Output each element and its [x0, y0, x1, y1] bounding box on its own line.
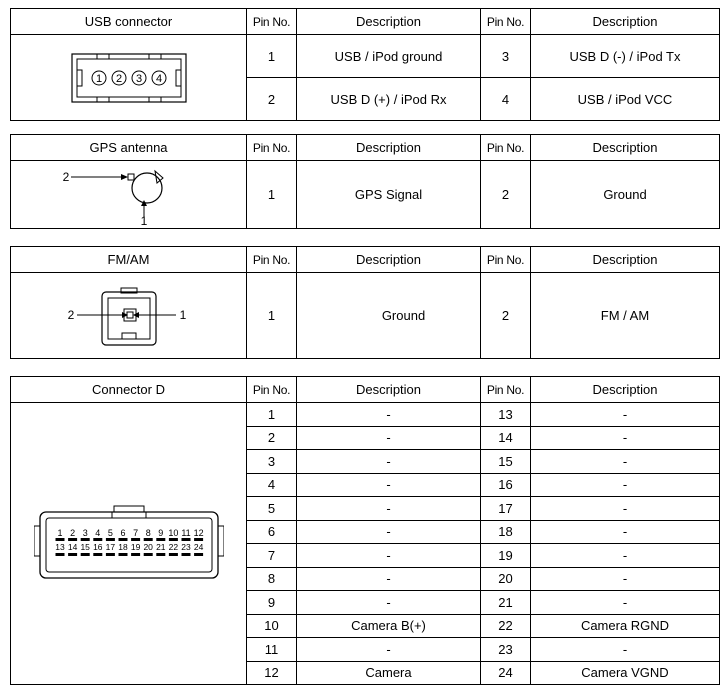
description-header: Description: [531, 9, 720, 35]
usb-pin-label: 1: [95, 72, 102, 85]
gps-callout-1: 1: [140, 213, 148, 228]
description-header: Description: [531, 247, 720, 273]
pin-description: -: [297, 473, 481, 497]
connector-d-pin-marker: [118, 538, 127, 541]
pin-number: 20: [481, 567, 531, 591]
pin-description: Camera: [297, 661, 481, 685]
connector-d-diagram: [34, 502, 224, 586]
pin-description: USB / iPod ground: [297, 35, 481, 78]
pin-number: 1: [247, 161, 297, 229]
connector-d-pin-label: 21: [155, 541, 166, 552]
pin-number: 9: [247, 591, 297, 615]
connector-d-pin-label: 13: [54, 541, 65, 552]
connector-d-pin-marker: [55, 538, 64, 541]
pin-number: 1: [247, 403, 297, 427]
pin-number: 1: [247, 273, 297, 359]
gps-antenna-header: GPS antenna: [11, 135, 247, 161]
usb-pin-label: 3: [135, 72, 142, 85]
connector-d-pin-marker: [181, 553, 190, 556]
connector-d-pin-marker: [55, 553, 64, 556]
pin-description: -: [297, 520, 481, 544]
pin-number: 18: [481, 520, 531, 544]
connector-d-pin-label: 22: [168, 541, 178, 552]
connector-d-pin-label: 14: [67, 541, 77, 552]
pin-number: 5: [247, 497, 297, 521]
description-header: Description: [297, 9, 481, 35]
pin-description: -: [531, 567, 720, 591]
pin-number: 3: [247, 450, 297, 474]
connector-d-pin-marker: [118, 553, 127, 556]
connector-d-pin-marker: [143, 553, 152, 556]
pin-description: USB / iPod VCC: [531, 78, 720, 121]
connector-d-pin-marker: [93, 538, 102, 541]
pin-description: -: [297, 638, 481, 662]
description-header: Description: [531, 135, 720, 161]
pin-number: 24: [481, 661, 531, 685]
usb-connector-diagram-cell: [11, 35, 247, 121]
fm-am-callout-2: 2: [67, 307, 75, 322]
pin-number: 2: [481, 273, 531, 359]
connector-d-pin-label: 8: [145, 527, 151, 538]
pin-description: GPS Signal: [297, 161, 481, 229]
pin-description: -: [297, 426, 481, 450]
connector-d-pin-label: 17: [105, 541, 115, 552]
gps-callout-2: 2: [62, 169, 70, 184]
pin-number: 1: [247, 35, 297, 78]
gps-antenna-diagram: [11, 162, 247, 228]
pin-number: 2: [481, 161, 531, 229]
pin-description: -: [531, 591, 720, 615]
connector-d-pin-marker: [80, 553, 89, 556]
connector-d-pin-label: 6: [119, 527, 126, 538]
connector-d-pin-label: 12: [193, 527, 204, 538]
pin-description: -: [531, 473, 720, 497]
connector-d-pin-label: 24: [193, 541, 203, 552]
pin-number: 2: [247, 78, 297, 121]
pin-number: 15: [481, 450, 531, 474]
pin-number: 3: [481, 35, 531, 78]
pin-description: -: [531, 520, 720, 544]
connector-d-pin-marker: [168, 538, 177, 541]
pin-no-header: Pin No.: [247, 377, 297, 403]
connector-d-pin-marker: [181, 538, 190, 541]
pin-description: -: [297, 567, 481, 591]
connector-d-pin-marker: [93, 553, 102, 556]
pin-description: -: [297, 450, 481, 474]
pin-description: -: [297, 544, 481, 568]
usb-connector-header: USB connector: [11, 9, 247, 35]
connector-d-pin-marker: [105, 538, 114, 541]
pin-description: Ground: [531, 161, 720, 229]
description-header: Description: [297, 135, 481, 161]
pin-description: Ground: [297, 273, 481, 359]
gps-antenna-table: [10, 134, 720, 229]
pin-description: -: [531, 638, 720, 662]
connector-d-pin-label: 18: [117, 541, 128, 552]
connector-d-pin-label: 1: [56, 527, 63, 538]
pin-number: 22: [481, 614, 531, 638]
connector-d-pin-marker: [143, 538, 152, 541]
pin-description: USB D (-) / iPod Tx: [531, 35, 720, 78]
pin-number: 10: [247, 614, 297, 638]
pin-description: -: [297, 591, 481, 615]
pin-number: 17: [481, 497, 531, 521]
pin-number: 14: [481, 426, 531, 450]
fm-am-diagram-cell: [11, 273, 247, 359]
usb-connector-table: [10, 8, 720, 121]
pin-number: 4: [481, 78, 531, 121]
pin-description: -: [297, 497, 481, 521]
pin-description: USB D (+) / iPod Rx: [297, 78, 481, 121]
pin-no-header: Pin No.: [481, 135, 531, 161]
connector-d-pin-marker: [68, 553, 77, 556]
pin-no-header: Pin No.: [247, 9, 297, 35]
gps-antenna-diagram-cell: [11, 161, 247, 229]
description-header: Description: [297, 247, 481, 273]
pin-description: Camera RGND: [531, 614, 720, 638]
pin-description: -: [531, 544, 720, 568]
connector-d-pin-marker: [194, 553, 203, 556]
pin-description: Camera B(+): [297, 614, 481, 638]
pin-number: 12: [247, 661, 297, 685]
connector-d-pin-marker: [80, 538, 89, 541]
connector-d-pin-marker: [105, 553, 114, 556]
table-row: [11, 403, 720, 427]
connector-d-pin-marker: [156, 553, 165, 556]
usb-pin-label: 2: [115, 72, 122, 85]
connector-d-pin-label: 7: [132, 527, 138, 538]
connector-d-pin-label: 20: [142, 541, 153, 552]
usb-connector-diagram: [69, 50, 189, 106]
connector-d-pin-label: 4: [94, 527, 100, 538]
pin-number: 7: [247, 544, 297, 568]
pin-number: 16: [481, 473, 531, 497]
pin-number: 13: [481, 403, 531, 427]
connector-d-header: Connector D: [11, 377, 247, 403]
connector-d-pin-label: 5: [107, 527, 113, 538]
pin-number: 2: [247, 426, 297, 450]
connector-d-pin-label: 3: [82, 527, 88, 538]
connector-d-pin-label: 2: [69, 527, 75, 538]
pin-no-header: Pin No.: [481, 9, 531, 35]
connector-d-table: [10, 376, 720, 685]
pin-number: 21: [481, 591, 531, 615]
connector-d-pin-marker: [131, 538, 140, 541]
connector-d-pin-marker: [131, 553, 140, 556]
connector-d-pin-marker: [68, 538, 77, 541]
pin-description: -: [531, 403, 720, 427]
pin-no-header: Pin No.: [247, 247, 297, 273]
connector-d-pin-marker: [156, 538, 165, 541]
pin-number: 8: [247, 567, 297, 591]
pin-no-header: Pin No.: [481, 377, 531, 403]
connector-d-pin-label: 9: [157, 527, 163, 538]
pin-description: -: [531, 497, 720, 521]
pin-number: 4: [247, 473, 297, 497]
connector-d-pin-label: 16: [92, 541, 103, 552]
pin-description: -: [297, 403, 481, 427]
connector-d-pin-label: 15: [79, 541, 90, 552]
pin-description: FM / AM: [531, 273, 720, 359]
connector-d-pin-label: 23: [180, 541, 191, 552]
fm-am-table: [10, 246, 720, 359]
pin-no-header: Pin No.: [247, 135, 297, 161]
connector-d-pin-label: 11: [180, 527, 191, 538]
usb-pin-label: 4: [155, 72, 162, 85]
pin-number: 11: [247, 638, 297, 662]
description-header: Description: [531, 377, 720, 403]
connector-d-pin-marker: [194, 538, 203, 541]
description-header: Description: [297, 377, 481, 403]
connector-d-pin-label: 19: [130, 541, 140, 552]
fm-am-callout-1: 1: [179, 307, 187, 322]
fm-am-header: FM/AM: [11, 247, 247, 273]
connector-d-diagram-cell: [11, 403, 247, 685]
connector-d-pin-marker: [168, 553, 177, 556]
pin-description: Camera VGND: [531, 661, 720, 685]
connector-d-pin-label: 10: [167, 527, 178, 538]
pin-number: 6: [247, 520, 297, 544]
pin-description: -: [531, 426, 720, 450]
pin-number: 23: [481, 638, 531, 662]
fm-am-connector-diagram: [11, 274, 247, 358]
pin-description: -: [531, 450, 720, 474]
pin-no-header: Pin No.: [481, 247, 531, 273]
pin-number: 19: [481, 544, 531, 568]
